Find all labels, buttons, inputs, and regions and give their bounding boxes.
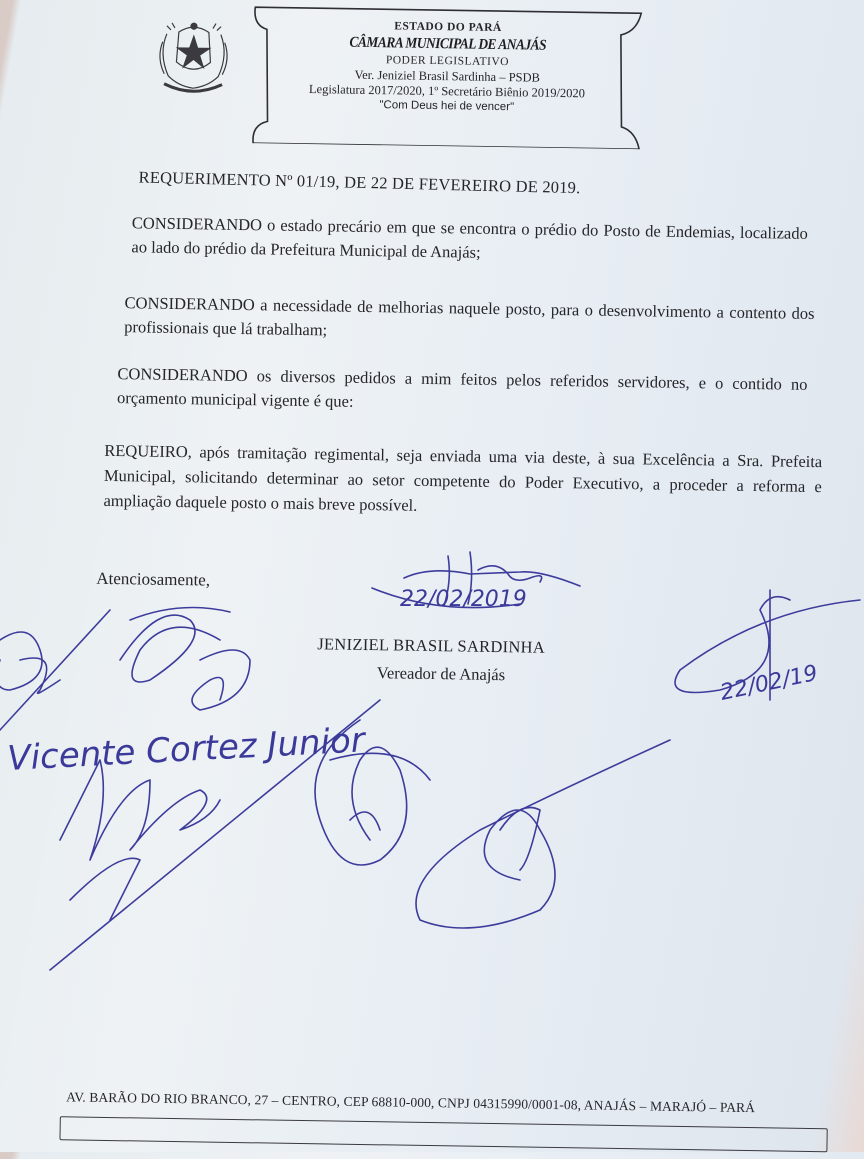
- paragraph-requeiro: [103, 438, 822, 524]
- paragraph-text: , após tramitação regimental, seja enviada uma via deste, à sua Excelência a Sra. Prefeita Municipal, solicitando determinar ao setor competente do Poder Executivo, a proceder a reforma e ampliação daquele posto o mais breve possível.: [103, 442, 823, 515]
- header-councillor: Ver. Jeniziel Brasil Sardinha – PSDB: [354, 67, 541, 85]
- closing-salutation: Atenciosamente,: [96, 568, 211, 590]
- header-state: ESTADO DO PARÁ: [394, 20, 502, 35]
- letterhead-box: [247, 3, 647, 149]
- paragraph-text: a necessidade de melhorias naquele posto, para o desenvolvimento a contento dos profissionais que lá trabalham;: [124, 295, 815, 340]
- paragraph-considerando-2: [124, 291, 815, 350]
- header-legislative-power: PODER LEGISLATIVO: [385, 54, 510, 69]
- paragraph-considerando-1: [131, 211, 808, 270]
- paragraph-text: o estado precário em que se encontra o prédio do Posto de Endemias, localizado ao lado do prédio da Prefeitura Municipal de Anajás;: [131, 215, 808, 262]
- header-legislature: Legislatura 2017/2020, 1º Secretário Biênio 2019/2020: [308, 82, 586, 101]
- paragraph-considerando-3: [117, 362, 808, 421]
- right-date: 22/02/19: [718, 660, 820, 706]
- center-date: 22/02/2019: [400, 587, 527, 612]
- signatory-role: Vereador de Anajás: [376, 663, 506, 685]
- handwritten-name: Vicente Cortez Junior: [6, 720, 366, 779]
- footer-address: AV. BARÃO DO RIO BRANCO, 27 – CENTRO, CEP 68810-000, CNPJ 04315990/0001-08, ANAJÁS – MARAJÓ – PARÁ: [66, 1089, 756, 1116]
- coat-of-arms-emblem: [148, 14, 239, 105]
- document-title: REQUERIMENTO Nº 01/19, DE 22 DE FEVEREIRO DE 2019.: [138, 167, 581, 198]
- paragraph-lead: CONSIDERANDO: [124, 293, 255, 315]
- signatory-name: JENIZIEL BRASIL SARDINHA: [317, 634, 546, 657]
- header-motto: "Com Deus hei de vencer": [379, 99, 515, 114]
- paragraph-lead: REQUEIRO: [104, 440, 188, 462]
- header-chamber: CÂMARA MUNICIPAL DE ANAJÁS: [349, 34, 547, 54]
- paragraph-text: os diversos pedidos a mim feitos pelos referidos servidores, e o contido no orçamento municipal vigente é que:: [116, 366, 808, 411]
- paragraph-lead: CONSIDERANDO: [117, 364, 248, 386]
- footer-box: [59, 1116, 827, 1152]
- paragraph-lead: CONSIDERANDO: [131, 213, 263, 235]
